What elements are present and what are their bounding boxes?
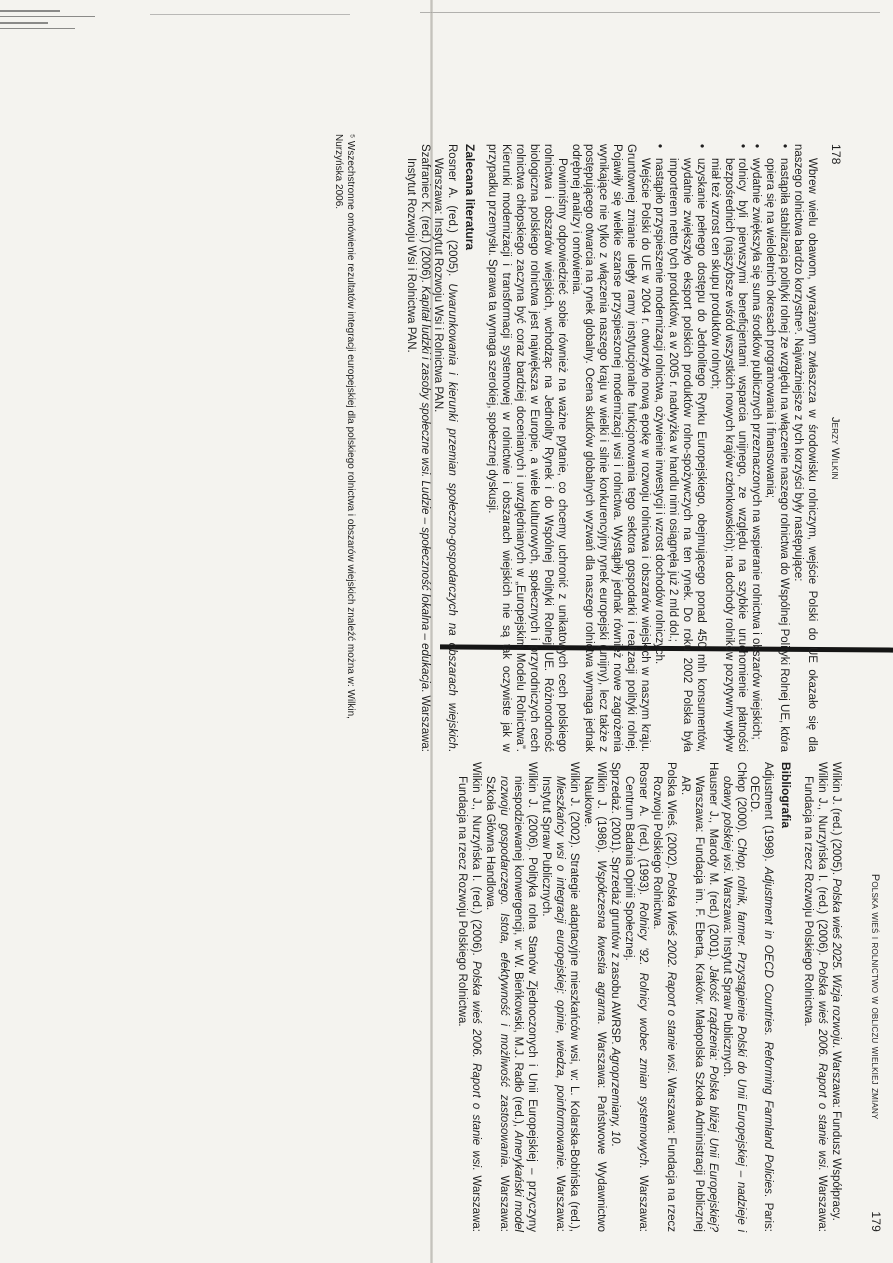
- reference-entry: [677, 762, 719, 1232]
- ref-author: Wilkin J. (red.) (2005).: [830, 762, 842, 879]
- reference-entry: [580, 762, 608, 1232]
- reference-entry: [608, 762, 622, 1232]
- list-item: • uzyskanie pełnego dostępu do Jednolitego Rynku Europejskiego, obejmującego ponad 450 mln konsumentów, wydatnie zwiększyło eksport polskich produktów rolno-spożywczych na ten rynek. Do roku 2002 Polska była importerem netto tych produktów, a w 2005 r. nadwyżka w handlu nimi osiągnęła już 2 mld dol.;: [665, 144, 707, 752]
- intro-paragraph: Wbrew wielu obawom, wyrażanym zwłaszcza w środowisku rolniczym, wejście Polski do UE okazało się dla naszego rolnictwa bardzo korzystne⁵. Najważniejsze z tych korzyści były następujące:: [792, 144, 818, 752]
- ref-author: Rosner A. (red.) (1993).: [637, 762, 650, 903]
- ref-author: Adjustment (1998).: [762, 762, 775, 868]
- reference-entry: [455, 762, 483, 1232]
- ref-publisher: . Warszawa: Fundacja na rzecz Rozwoju Polskiego Rolnictwa.: [456, 776, 483, 1232]
- ref-publisher: Warszawa: Fundacja im. F. Eberta, Kraków: Małopolska Szkoła Administracji Publicznej AR.: [678, 776, 705, 1232]
- reference-entry: [621, 762, 649, 1232]
- ref-title: Mieszkańcy wsi o integracji europejskiej: opinie, wiedza, poinformowanie: [553, 776, 566, 1167]
- ref-title: Amerykański model rozwoju gospodarczego. Istota, efektywność i możliwość zastosowania: [498, 776, 525, 1232]
- ref-title: Kapitał ludzki i zasoby społeczne wsi. Ludzie – społeczność lokalna – edukacja: [418, 286, 431, 690]
- running-head-title: Polska wieś i rolnictwo w obliczu wielkiej zmiany: [869, 873, 881, 1120]
- benefits-list: [651, 144, 790, 752]
- ref-title: Agroprzemiany, 10: [609, 1047, 622, 1144]
- reference-entry: [649, 762, 677, 1232]
- ref-publisher: . Warszawa: Państwowe Wydawnictwo Naukowe.: [581, 776, 608, 1233]
- page-179: [282, 678, 882, 1238]
- ref-publisher: . Warszawa: Fundacja na rzecz Rozwoju Polskiego Rolnictwa.: [802, 776, 829, 1232]
- list-item: • nastąpiło przyspieszenie modernizacji rolnictwa, ożywienie inwestycji i wzrost dochodów rolniczych.: [651, 144, 665, 752]
- reference-entry: [800, 762, 828, 1232]
- ref-publisher: . Warszawa: Centrum Badania Opinii Społecznej.: [623, 776, 650, 1232]
- ref-author: Wilkin J., Nurzyńska I. (red.) (2006).: [816, 762, 829, 961]
- ref-publisher: . Warszawa: Instytut Rozwoju Wsi i Rolnictwa PAN.: [404, 158, 431, 752]
- ref-publisher: . Warszawa: Szkoła Główna Handlowa.: [484, 776, 511, 1232]
- ref-title: Polska wieś 2006. Raport o stanie wsi: [470, 961, 483, 1168]
- scan-noise: [0, 22, 48, 24]
- ref-author: Wilkin J. (1986).: [595, 762, 608, 861]
- ref-publisher: . Warszawa: Fundacja na rzecz Rozwoju Polskiego Rolnictwa.: [651, 776, 678, 1232]
- reference-entry: [828, 762, 842, 1232]
- scan-noise: [0, 10, 60, 12]
- reference-entry: [403, 144, 431, 752]
- running-head-179: [867, 762, 882, 1232]
- paragraph: Wejście Polski do UE w 2004 r. otworzyło nową epokę w rozwoju rolnictwa i obszarów wiejskich w naszym kraju. Gruntownej zmianie uległy ramy instytucjonalne funkcjonowania tego sektora gospodarki i realizacji polityki rolnej. Pojawiły się wielkie szanse przyspieszonej modernizacji wsi i rolnictwa. Wystąpiły jednak również nowe zagrożenia wynikające nie tylko z włączenia naszego kraju w wielki i silnie konkurencyjny rynek europejski (unijny), lecz także z postępującego otwarcia na rynek globalny. Ocena skutków globalnych wyzwań dla naszego rolnictwa wymaga jednak odrębnej analizy i omówienia.: [569, 144, 652, 752]
- ref-author: Chłop (2000).: [734, 762, 747, 838]
- page-number: 179: [869, 1211, 883, 1232]
- ref-title: Polska wieś 2025. Wizja rozwoju: [830, 878, 842, 1046]
- ref-author: Wilkin J., Nurzyńska I. (red.) (2006).: [470, 762, 483, 961]
- scan-noise: [150, 14, 350, 15]
- reference-entry: [747, 762, 775, 1232]
- reference-entry: [482, 762, 538, 1232]
- list-item: • wydatnie zwiększyła się suma środków publicznych przeznaczonych na wspieranie rolnictwa i obszarów wiejskich;: [748, 144, 762, 752]
- ref-author: Wilkin J. (2002). Strategie adaptacyjne mieszkańców wsi, w: L. Kolarska-Bobińska (red.),: [567, 762, 580, 1232]
- ref-author: Polska Wieś. (2002).: [665, 762, 678, 873]
- list-item: • nastąpiła stabilizacja polityki rolnej ze względu na włączenie naszego rolnictwa do Wspólnej Polityki Rolnej UE, która opiera się na wieloletnich okresach programowania i finansowania;: [762, 144, 790, 752]
- ref-title: Jakość rządzenia: Polska bliżej Unii Europejskiej?: [706, 965, 719, 1232]
- ref-publisher: . Paris: OECD.: [748, 776, 775, 1232]
- ref-title: Adjustment in OECD Countries. Reforming Farmland Policies: [762, 867, 775, 1194]
- ref-author: Szafraniec K. (red.) (2006).: [418, 144, 431, 287]
- ref-title: Uwarunkowania i kierunki przemian społeczno-gospodarczych na obszarach wiejskich: [446, 283, 459, 749]
- ref-publisher: . Warszawa: Instytut Spraw Publicznych.: [539, 776, 566, 1232]
- scan-noise: [0, 28, 75, 29]
- ref-author: Wilkin J. (2006). Polityka rolna Stanów Zjednoczonych i Unii Europejskiej – przyczyny niespodziewanej konwergencji, w: W. Bieńkowski, M.J. Radło (red.),: [512, 762, 538, 1232]
- paragraph: Powinniśmy odpowiedzieć sobie również na ważne pytanie, co chcemy uchronić z unikatowych cech polskiego rolnictwa i obszarów wiejskich, wchodząc na Jednolity Rynek i do Wspólnej Polityki Rolnej UE. Różnorodność biologiczna polskiego rolnictwa jest największa w Europie, a wiele kulturowych, społecznych i przyrodniczych cech rolnictwa chłopskiego zaczyna być coraz bardziej docenianych i uwzględnianych w „Europejskim Modelu Rolnictwa”. Kierunki modernizacji i transformacji systemowej w rolnictwie i obszarach wiejskich nie są tak oczywiste jak w przypadku przemysłu. Sprawa ta wymaga szerokiej, społecznej dyskusji.: [486, 144, 568, 752]
- section-heading: Zalecana literatura: [463, 144, 478, 251]
- ref-publisher: . Warszawa: Instytut Spraw Publicznych.: [720, 870, 733, 1078]
- bibliography-column: [455, 762, 842, 1232]
- section-heading: Bibliografia: [779, 762, 794, 829]
- ref-title: Rolnicy '92. Rolnicy wobec zmian systemowych: [637, 902, 650, 1166]
- ref-publisher: . Warszawa: Fundusz Współpracy.: [830, 1045, 842, 1221]
- ref-author: Rosner A. (red.) (2005).: [446, 144, 459, 284]
- ref-title: Chłop, rolnik, farmer. Przystąpienie Polski do Unii Europejskiej – nadzieje i obawy polskiej wsi: [720, 776, 747, 1233]
- scan-noise: [0, 16, 95, 17]
- ref-author: Hausner J., Marody M. (red.) (2001).: [706, 762, 719, 966]
- reference-entry: [719, 762, 747, 1232]
- running-head-178: [827, 144, 842, 752]
- ref-publisher: . Warszawa: Instytut Rozwoju Wsi i Rolnictwa PAN.: [432, 158, 459, 752]
- ref-title: Współczesna kwestia agrarna: [595, 860, 608, 1022]
- running-head-author: Jerzy Wilkin: [829, 416, 841, 480]
- ref-author: Sprzedaż. (2001). Sprzedaż gruntów z zasobu AWRSP.: [609, 762, 622, 1048]
- ref-title: Polska wieś 2006. Raport o stanie wsi: [816, 961, 829, 1168]
- reference-entry: [431, 144, 459, 752]
- footnote: ⁵ Wszechstronne omówienie rezultatów integracji europejskiej dla polskiego rolnictwa i obszarów wiejskich znaleźć można w: Wilkin, Nurzyńska 2006.: [332, 134, 356, 719]
- ref-title: Polska Wieś 2002. Raport o stanie wsi: [665, 872, 678, 1071]
- reference-entry: [538, 762, 580, 1232]
- body-text: [403, 144, 818, 752]
- page-number: 178: [829, 144, 843, 165]
- list-item: • rolnicy byli pierwszymi beneficjentami wsparcia unijnego, ze względu na szybkie uruchomienie płatności bezpośrednich (najszybsze wśród wszystkich nowych krajów członkowskich); na dochody rolników pozytywny wpływ miał też wzrost cen skupu produktów rolnych;: [707, 144, 749, 752]
- ref-publisher: .: [609, 1143, 622, 1147]
